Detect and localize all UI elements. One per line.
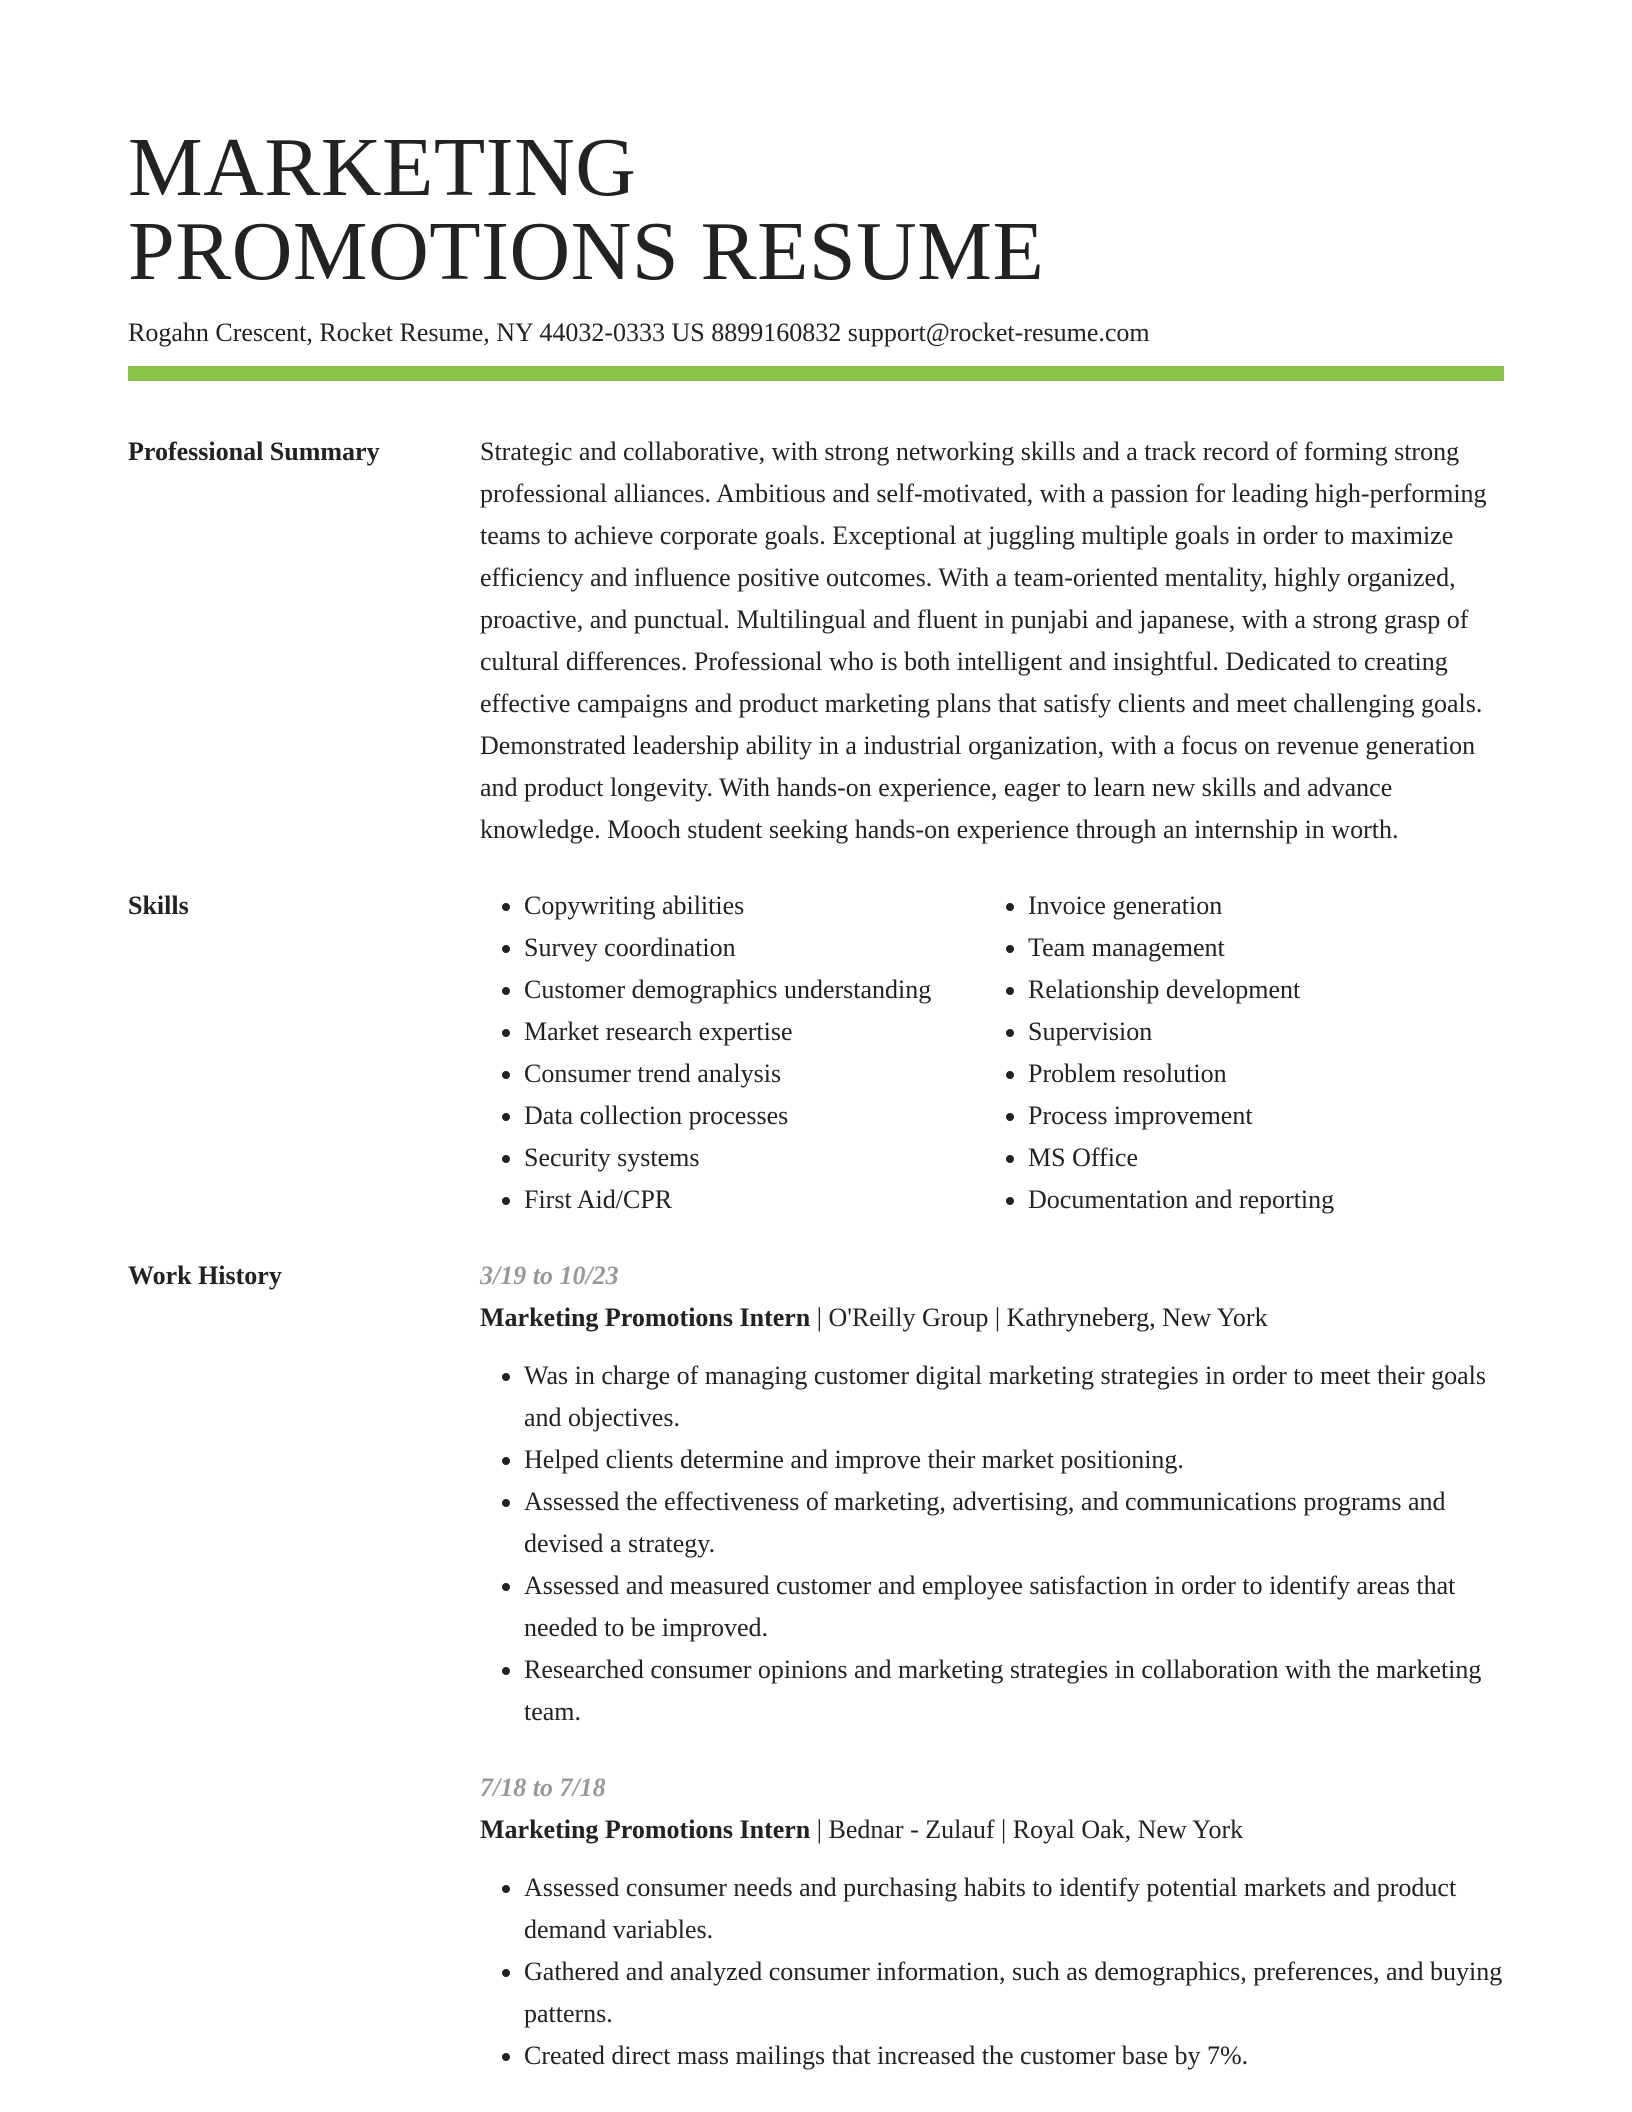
- job-bullet: • Assessed and measured customer and employee satisfaction in order to identify areas that needed to be improved.: [524, 1565, 1504, 1649]
- professional-summary-section: [128, 431, 1504, 851]
- skill-item: • Relationship development: [1028, 969, 1334, 1011]
- section-label-work-history: Work History: [128, 1261, 282, 1290]
- job-entry: [480, 1255, 1504, 1733]
- skill-item: • Consumer trend analysis: [524, 1053, 984, 1095]
- skill-item: • Problem resolution: [1028, 1053, 1334, 1095]
- skills-section: [128, 885, 1504, 1221]
- section-label-summary: Professional Summary: [128, 437, 380, 466]
- header-divider: [128, 366, 1504, 381]
- job-title: Marketing Promotions Intern: [480, 1815, 811, 1844]
- resume-title: [128, 121, 1504, 298]
- job-bullet: • Helped clients determine and improve their market positioning.: [524, 1439, 1504, 1481]
- skill-item: • Invoice generation: [1028, 885, 1334, 927]
- contact-info: Rogahn Crescent, Rocket Resume, NY 44032-0333 US 8899160832 support@rocket-resume.com: [128, 318, 1150, 347]
- job-bullet: • Created direct mass mailings that increased the customer base by 7%.: [524, 2035, 1504, 2077]
- job-bullet: • Was in charge of managing customer digital marketing strategies in order to meet their goals and objectives.: [524, 1355, 1504, 1439]
- skill-item: • Customer demographics understanding: [524, 969, 984, 1011]
- section-label-skills: Skills: [128, 891, 189, 920]
- resume-title-line-2: PROMOTIONS RESUME: [128, 205, 1045, 298]
- skill-item: • Supervision: [1028, 1011, 1334, 1053]
- job-bullets: [480, 1355, 1504, 1733]
- skill-item: • Documentation and reporting: [1028, 1179, 1334, 1221]
- summary-text: Strategic and collaborative, with strong networking skills and a track record of forming strong professional alliances. Ambitious and self-motivated, with a passion for leading high-performing teams to achieve corporate goals. Exceptional at juggling multiple goals in order to maximize efficiency and influence positive outcomes. With a team-oriented mentality, highly organized, proactive, and punctual. Multilingual and fluent in punjabi and japanese, with a strong grasp of cultural differences. Professional who is both intelligent and insightful. Dedicated to creating effective campaigns and product marketing plans that satisfy clients and meet challenging goals. Demonstrated leadership ability in a industrial organization, with a focus on revenue generation and product longevity. With hands-on experience, eager to learn new skills and advance knowledge. Mooch student seeking hands-on experience through an internship in worth.: [480, 437, 1487, 844]
- skill-item: • Team management: [1028, 927, 1334, 969]
- skill-item: • Copywriting abilities: [524, 885, 984, 927]
- job-heading: [480, 1297, 1504, 1339]
- resume-title-line-1: MARKETING: [128, 121, 637, 214]
- job-employer-location: | Bednar - Zulauf | Royal Oak, New York: [810, 1815, 1244, 1844]
- skill-item: • Security systems: [524, 1137, 984, 1179]
- skills-list-right: [984, 885, 1334, 1221]
- job-heading: [480, 1809, 1504, 1851]
- skills-columns: [480, 885, 1504, 1221]
- job-dates: 7/18 to 7/18: [480, 1773, 606, 1802]
- skill-item: • Data collection processes: [524, 1095, 984, 1137]
- skills-list-left: [480, 885, 984, 1221]
- job-employer-location: | O'Reilly Group | Kathryneberg, New York: [810, 1303, 1268, 1332]
- skill-item: • Market research expertise: [524, 1011, 984, 1053]
- skill-item: • MS Office: [1028, 1137, 1334, 1179]
- job-bullets: [480, 1867, 1504, 2077]
- skill-item: • First Aid/CPR: [524, 1179, 984, 1221]
- work-history-section: [128, 1255, 1504, 2111]
- job-dates: 3/19 to 10/23: [480, 1261, 619, 1290]
- job-entry: [480, 1767, 1504, 2077]
- job-bullet: • Assessed the effectiveness of marketing, advertising, and communications programs and devised a strategy.: [524, 1481, 1504, 1565]
- job-bullet: • Assessed consumer needs and purchasing habits to identify potential markets and product demand variables.: [524, 1867, 1504, 1951]
- resume-page: [128, 121, 1504, 2111]
- job-title: Marketing Promotions Intern: [480, 1303, 811, 1332]
- job-bullet: • Gathered and analyzed consumer information, such as demographics, preferences, and buying patterns.: [524, 1951, 1504, 2035]
- skill-item: • Survey coordination: [524, 927, 984, 969]
- job-bullet: • Researched consumer opinions and marketing strategies in collaboration with the marketing team.: [524, 1649, 1504, 1733]
- skill-item: • Process improvement: [1028, 1095, 1334, 1137]
